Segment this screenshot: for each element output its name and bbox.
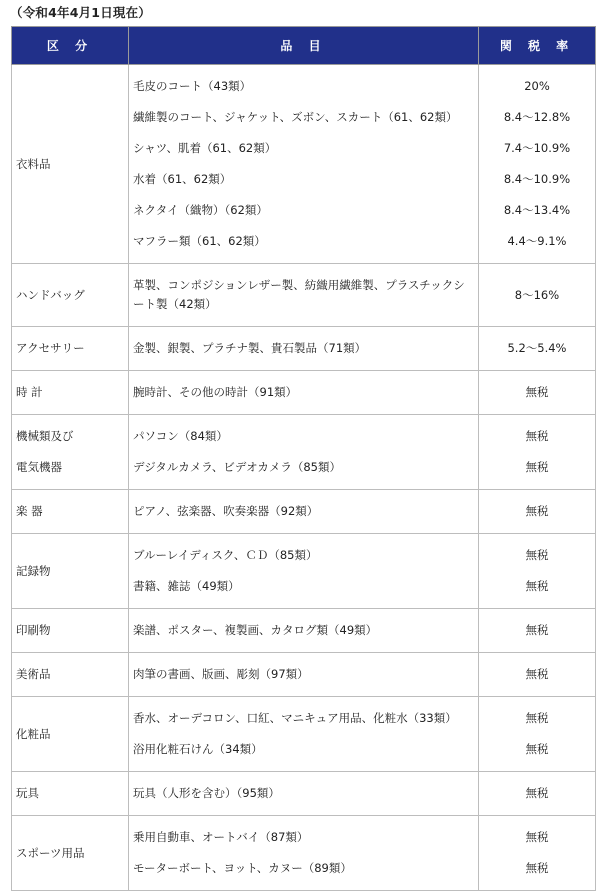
duty-rate: 無税 (525, 504, 549, 518)
category-cell (12, 653, 129, 697)
items-cell (129, 653, 479, 697)
duty-rate: 8.4～13.4% (503, 203, 571, 217)
items-cell (129, 327, 479, 371)
rates-cell (479, 264, 596, 327)
table-row (12, 371, 596, 415)
tariff-table (11, 26, 596, 891)
header-rate: 関 税 率 (479, 27, 596, 65)
item-name: 乗用自動車、オートバイ（87類） (133, 830, 309, 844)
category-label: アクセサリー (16, 341, 85, 355)
category-label: 化粧品 (16, 726, 51, 741)
item-name: 革製、コンポジションレザー製、紡織用繊維製、プラスチックシート製（42類） (133, 278, 465, 311)
table-row (12, 772, 596, 816)
rates-cell (479, 65, 596, 264)
rates-cell (479, 609, 596, 653)
items-cell (129, 65, 479, 264)
items-cell (129, 371, 479, 415)
duty-rate: 無税 (525, 667, 549, 681)
category-label: 印刷物 (16, 623, 51, 637)
item-name: 玩具（人形を含む）（95類） (133, 786, 280, 800)
duty-rate: 5.2～5.4% (507, 341, 567, 355)
item-name: 毛皮のコート（43類） (133, 79, 252, 93)
category-label: 時 計 (16, 385, 43, 399)
table-row (12, 415, 596, 490)
category-cell (12, 264, 129, 327)
category-label: 電気機器 (16, 460, 62, 474)
item-name: 書籍、雑誌（49類） (133, 579, 240, 593)
duty-rate: 無税 (525, 385, 549, 399)
category-cell (12, 772, 129, 816)
date-note: （令和4年4月1日現在） (10, 5, 151, 20)
duty-rate: 4.4～9.1% (507, 234, 567, 248)
item-name: マフラー類（61、62類） (133, 234, 266, 248)
duty-rate: 無税 (525, 830, 549, 844)
table-row (12, 490, 596, 534)
duty-rate: 無税 (525, 460, 549, 474)
item-name: ピアノ、弦楽器、吹奏楽器（92類） (133, 504, 319, 518)
table-row (12, 697, 596, 772)
duty-rate: 7.4～10.9% (503, 141, 571, 155)
duty-rate: 8.4～12.8% (503, 110, 571, 124)
item-name: 繊維製のコート、ジャケット、ズボン、スカート（61、62類） (133, 110, 458, 124)
category-label: 機械類及び (16, 429, 74, 443)
duty-rate: 無税 (525, 711, 549, 725)
item-name: 腕時計、その他の時計（91類） (133, 385, 298, 399)
duty-rate: 無税 (525, 742, 549, 756)
items-cell (129, 609, 479, 653)
items-cell (129, 697, 479, 772)
item-name: モーターボート、ヨット、カヌー（89類） (133, 861, 352, 875)
item-name: 水着（61、62類） (133, 172, 232, 186)
header-category: 区 分 (12, 27, 129, 65)
items-cell (129, 490, 479, 534)
duty-rate: 8～16% (514, 288, 560, 302)
duty-rate: 無税 (525, 786, 549, 800)
duty-rate: 20% (524, 79, 550, 93)
items-cell (129, 415, 479, 490)
item-name: 浴用化粧石けん（34類） (133, 742, 263, 756)
category-cell (12, 65, 129, 264)
item-name: 金製、銀製、プラチナ製、貴石製品（71類） (133, 341, 367, 355)
item-name: シャツ、肌着（61、62類） (133, 141, 277, 155)
rates-cell (479, 534, 596, 609)
rates-cell (479, 327, 596, 371)
duty-rate: 無税 (525, 548, 549, 562)
duty-rate: 無税 (525, 623, 549, 637)
category-label: 美術品 (16, 667, 51, 681)
category-cell (12, 534, 129, 609)
items-cell (129, 534, 479, 609)
category-label: ハンドバッグ (16, 287, 85, 302)
category-cell (12, 415, 129, 490)
category-label: スポーツ用品 (16, 845, 85, 860)
header-row (12, 27, 596, 65)
category-label: 記録物 (16, 563, 51, 578)
table-body (12, 65, 596, 891)
category-cell (12, 490, 129, 534)
rates-cell (479, 415, 596, 490)
item-name: ブルーレイディスク、ＣＤ（85類） (133, 548, 318, 562)
item-name: 肉筆の書画、版画、彫刻（97類） (133, 667, 309, 681)
item-name: デジタルカメラ、ビデオカメラ（85類） (133, 460, 341, 474)
table-row (12, 264, 596, 327)
category-cell (12, 609, 129, 653)
rates-cell (479, 653, 596, 697)
rates-cell (479, 371, 596, 415)
table-row (12, 534, 596, 609)
duty-rate: 無税 (525, 429, 549, 443)
item-name: 楽譜、ポスター、複製画、カタログ類（49類） (133, 623, 378, 637)
duty-rate: 無税 (525, 579, 549, 593)
duty-rate: 無税 (525, 861, 549, 875)
table-row (12, 816, 596, 891)
category-label: 玩具 (16, 786, 39, 800)
item-name: 香水、オーデコロン、口紅、マニキュア用品、化粧水（33類） (133, 711, 457, 725)
items-cell (129, 264, 479, 327)
rates-cell (479, 697, 596, 772)
duty-rate: 8.4～10.9% (503, 172, 571, 186)
category-label: 衣料品 (16, 156, 51, 171)
table-row (12, 327, 596, 371)
category-cell (12, 697, 129, 772)
table-row (12, 65, 596, 264)
rates-cell (479, 490, 596, 534)
category-cell (12, 816, 129, 891)
item-name: パソコン（84類） (133, 429, 228, 443)
category-cell (12, 371, 129, 415)
table-row (12, 609, 596, 653)
items-cell (129, 816, 479, 891)
category-label: 楽 器 (16, 504, 43, 518)
table-row (12, 653, 596, 697)
category-cell (12, 327, 129, 371)
items-cell (129, 772, 479, 816)
header-item: 品 目 (129, 27, 479, 65)
rates-cell (479, 772, 596, 816)
rates-cell (479, 816, 596, 891)
item-name: ネクタイ（織物）（62類） (133, 203, 268, 217)
